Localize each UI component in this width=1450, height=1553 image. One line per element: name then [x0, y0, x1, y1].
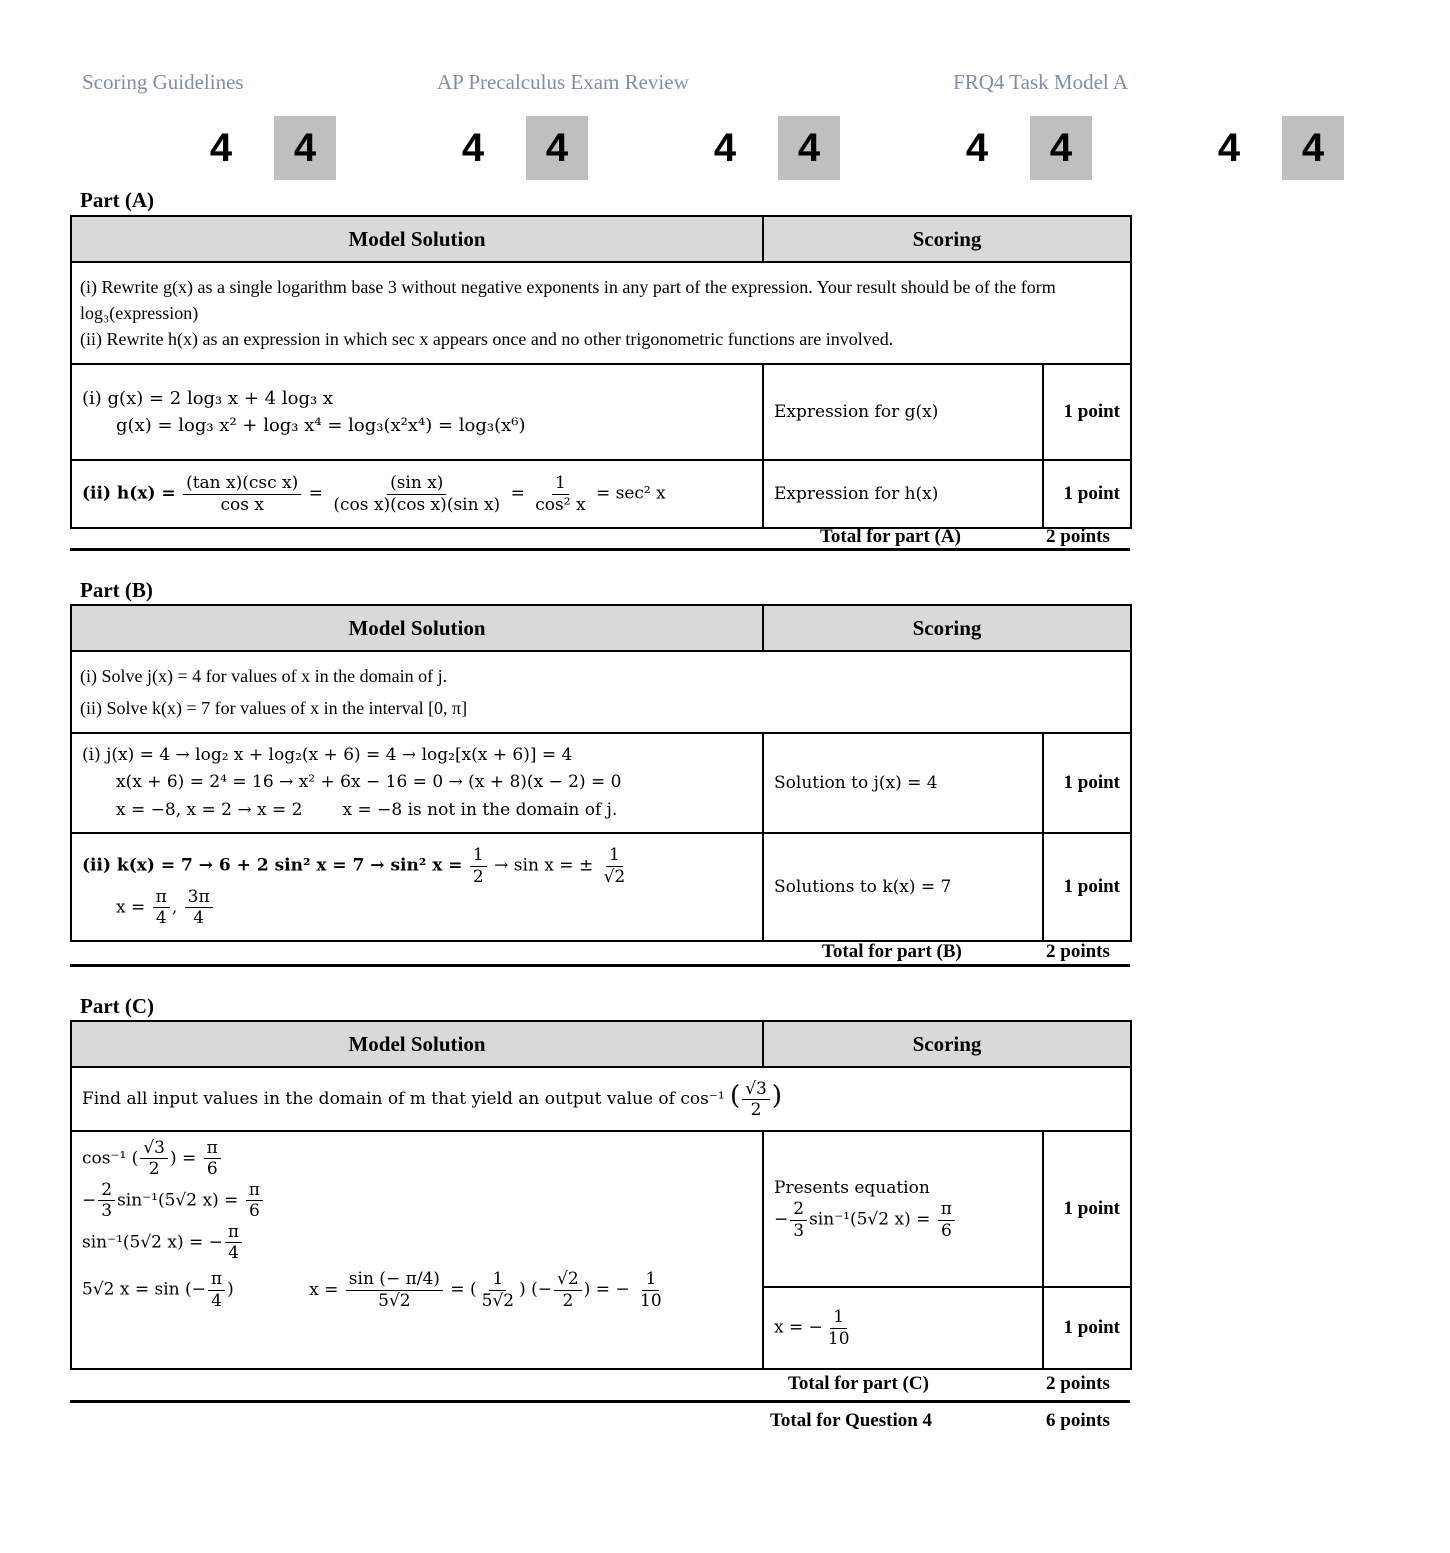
solution-line: − $\frac{2}{3}$ sin⁻¹(5√2 x) = $\frac{\pi}{6}$ [82, 1180, 752, 1222]
part-a-total-points: 2 points [1046, 526, 1110, 547]
solution-line: x(x + 6) = 2⁴ = 16 → x² + 6x − 16 = 0 → (x + 8)(x − 2) = 0 [116, 772, 622, 793]
fraction: $\frac{\text{(sin x)}}{\text{(cos x)(cos x)(sin x)}}$ [333, 473, 501, 515]
part-b-prompt [71, 651, 1131, 733]
fraction: $\frac{3\pi}{4}$ [185, 887, 213, 929]
points: 1 point [1043, 460, 1131, 528]
part-c-prompt: Find all input values in the domain of m that yield an output value of cos⁻¹ ( $\frac{√3}{2}$ ) [71, 1067, 1131, 1131]
divider [70, 1400, 1130, 1403]
question-total-points: 6 points [1046, 1410, 1110, 1431]
question-number: 4 [461, 125, 485, 170]
criterion-k: Solutions to k(x) = 7 [763, 833, 1043, 941]
header-center: AP Precalculus Exam Review [437, 70, 689, 94]
col-model-solution: Model Solution [71, 605, 763, 651]
solution-line: 5√2 x = sin (− $\frac{\pi}{4}$ ) x = $\frac{\sin (- \pi/4)}{5√2}$ = ( $\frac{1}{5√2}$ ) (− $\frac{√2}{2}$ ) = − $\frac{1}{10}$ [82, 1269, 662, 1311]
question-number: 4 [1282, 116, 1344, 180]
question-number-strip [190, 116, 1450, 180]
fraction: $\frac{1}{\text{cos² x}}$ [535, 473, 586, 515]
part-b-table [70, 604, 1132, 942]
col-model-solution: Model Solution [71, 1021, 763, 1067]
part-a-solution-i [71, 364, 763, 460]
prompt-i: (i) Solve j(x) = 4 for values of x in the domain of j. [80, 665, 448, 686]
solution-label: (ii) h(x) = [82, 483, 176, 504]
divider [70, 964, 1130, 967]
question-number: 4 [209, 125, 233, 170]
solution-line: (i) g(x) = 2 log₃ x + 4 log₃ x [82, 388, 334, 409]
part-a-table [70, 215, 1132, 529]
solution-line: g(x) = log₃ x² + log₃ x⁴ = log₃(x²x⁴) = log₃(x⁶) [116, 415, 526, 436]
part-b-solution-i [71, 733, 763, 833]
criterion-equation [763, 1131, 1043, 1287]
fraction: $\frac{\pi}{4}$ [153, 887, 170, 929]
part-b-total-label: Total for part (B) [822, 941, 962, 962]
question-number: 4 [274, 116, 336, 180]
prompt-text: Find all input values in the domain of m that yield an output value of cos⁻¹ [82, 1089, 725, 1110]
solution-line: (ii) k(x) = 7 → 6 + 2 sin² x = 7 → sin² x = $\frac{1}{2}$ → sin x = ± $\frac{1}{√2}$ [82, 845, 752, 887]
prompt-ii: (ii) Rewrite h(x) as an expression in which sec x appears once and no other trigonometric functions are involved. [80, 329, 894, 350]
fraction: $\frac{\text{(tan x)(csc x)}}{\text{cos x}}$ [183, 473, 301, 515]
solution-line: (i) j(x) = 4 → log₂ x + log₂(x + 6) = 4 → log₂[x(x + 6)] = 4 [82, 745, 573, 766]
question-number: 4 [713, 125, 737, 170]
header-left: Scoring Guidelines [82, 70, 244, 94]
prompt-ii: (ii) Solve k(x) = 7 for values of x in the interval [0, π] [80, 698, 468, 718]
part-c-total-label: Total for part (C) [788, 1373, 929, 1394]
question-number: 4 [778, 116, 840, 180]
col-model-solution: Model Solution [71, 216, 763, 262]
question-number: 4 [1217, 125, 1241, 170]
criterion-j: Solution to j(x) = 4 [763, 733, 1043, 833]
solution-end: = sec² x [595, 483, 666, 504]
criterion-title: Presents equation [774, 1178, 930, 1199]
divider [70, 548, 1130, 551]
points: 1 point [1043, 733, 1131, 833]
points: 1 point [1043, 1131, 1131, 1287]
criterion-g: Expression for g(x) [763, 364, 1043, 460]
col-scoring: Scoring [763, 1021, 1131, 1067]
question-total-label: Total for Question 4 [770, 1410, 933, 1431]
question-number: 4 [526, 116, 588, 180]
question-number: 4 [1030, 116, 1092, 180]
part-c-table [70, 1020, 1132, 1370]
part-a-total-label: Total for part (A) [820, 526, 961, 547]
criterion-equation-math: − $\frac{2}{3}$ sin⁻¹(5√2 x) = $\frac{\pi}{6}$ [774, 1199, 1032, 1241]
question-number: 4 [965, 125, 989, 170]
prompt-i: (i) Rewrite g(x) as a single logarithm base 3 without negative exponents in any part of the expression. Your result should be of the form log₃(expression) [80, 276, 1056, 323]
header-right: FRQ4 Task Model A [953, 70, 1128, 94]
part-b-heading: Part (B) [80, 578, 153, 602]
solution-line: x = $\frac{\pi}{4}$ , $\frac{3\pi}{4}$ [82, 887, 752, 929]
part-b-solution-ii [71, 833, 763, 941]
col-scoring: Scoring [763, 605, 1131, 651]
fraction: $\frac{1}{2}$ [470, 845, 487, 887]
solution-line: cos⁻¹ ( $\frac{√3}{2}$ ) = $\frac{\pi}{6}$ [82, 1138, 752, 1180]
col-scoring: Scoring [763, 216, 1131, 262]
points: 1 point [1043, 1287, 1131, 1369]
solution-line: x = −8, x = 2 → x = 2 x = −8 is not in the domain of j. [116, 799, 618, 820]
part-a-prompt [71, 262, 1131, 364]
criterion-h: Expression for h(x) [763, 460, 1043, 528]
part-c-heading: Part (C) [80, 994, 155, 1018]
solution-line: sin⁻¹(5√2 x) = − $\frac{\pi}{4}$ [82, 1222, 752, 1264]
part-a-heading: Part (A) [80, 188, 155, 212]
points: 1 point [1043, 833, 1131, 941]
criterion-answer: x = − $\frac{1}{10}$ [763, 1287, 1043, 1369]
part-c-solution [71, 1131, 763, 1369]
fraction: $\frac{√3}{2}$ [742, 1079, 770, 1121]
part-b-total-points: 2 points [1046, 941, 1110, 962]
part-c-total-points: 2 points [1046, 1373, 1110, 1394]
points: 1 point [1043, 364, 1131, 460]
part-a-solution-ii: (ii) h(x) = $\frac{\text{(tan x)(csc x)}}{\text{cos x}}$ = $\frac{\text{(sin x)}}{\text{(cos x)(cos x)(sin x)}}$ = $\frac{1}{\text{cos² x}}$ = sec² x [71, 460, 763, 528]
fraction: $\frac{1}{√2}$ [603, 845, 626, 887]
